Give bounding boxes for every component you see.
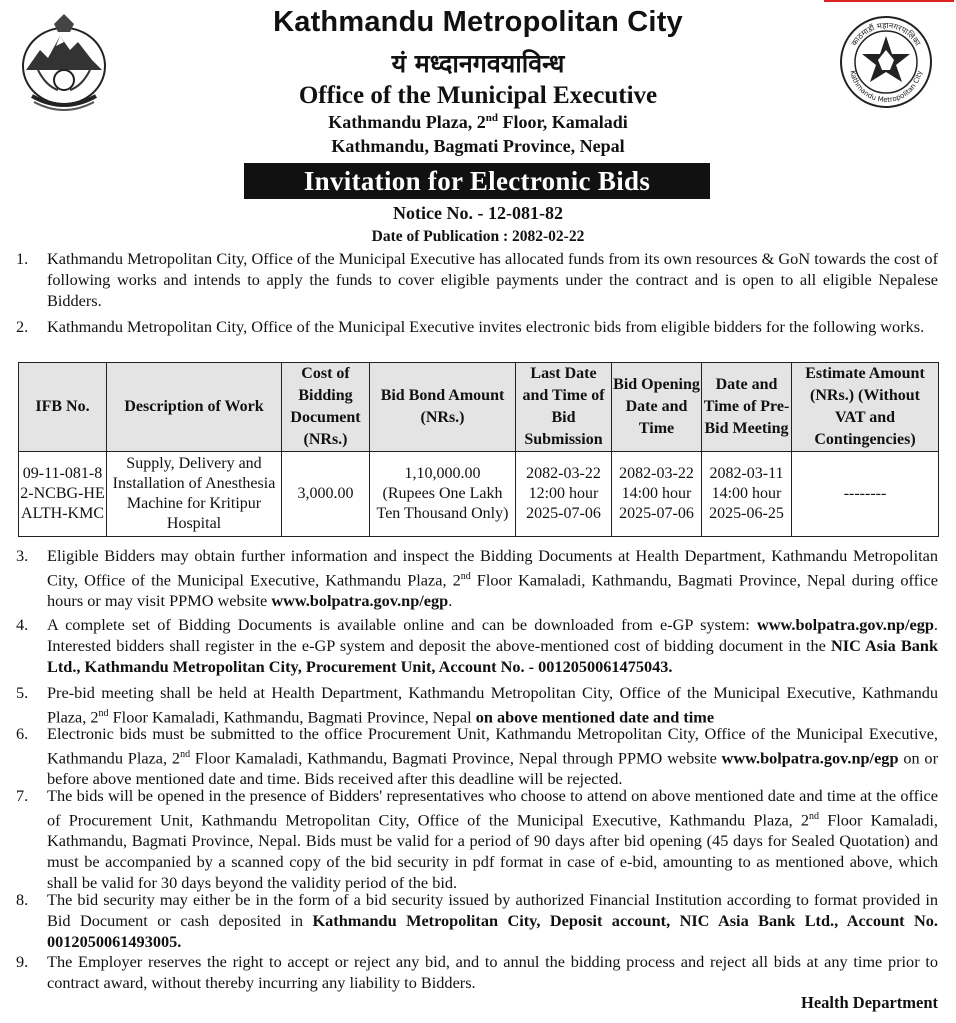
text-run: on or before above mentioned date and time. Bids received after this deadline will be rejected. [47, 748, 938, 789]
paragraph-text [47, 545, 938, 611]
office-title: Office of the Municipal Executive [298, 82, 658, 109]
paragraph-text: The Employer reserves the right to accept or reject any bid, and to annul the bidding process and reject all bids at any time prior to contract award, without thereby incurring any liability to Bidders. [47, 952, 938, 992]
paragraph-number: 7. [16, 786, 29, 805]
city-title-nepali: यं मध्दानगवयाविन्ध [391, 49, 565, 78]
paragraph-text: Kathmandu Metropolitan City, Office of the Municipal Executive invites electronic bids from eligible bidders for the following works. [47, 317, 925, 336]
seal-text-bottom: Kathmandu Metropolitan City [848, 69, 924, 105]
prebid-date-bs: 2082-03-11 [709, 465, 784, 482]
paragraph-3 [16, 545, 938, 611]
bids-table [18, 362, 939, 537]
seal-text-top: काठमाडौं महानगरपालिका [849, 20, 923, 48]
address-line-1 [0, 112, 956, 133]
superscript: nd [809, 811, 820, 822]
text-run: Floor Kamaladi, Kathmandu, Bagmati Province, Nepal through PPMO website [190, 748, 722, 768]
bold-text: on above mentioned date and time [475, 707, 715, 727]
paragraph-7 [16, 785, 938, 893]
header-pre-bid: Date and Time of Pre-Bid Meeting [702, 363, 792, 452]
paragraph-text [47, 682, 938, 727]
address-line-2: Kathmandu, Bagmati Province, Nepal [331, 136, 625, 156]
paragraph-1 [16, 248, 938, 311]
paragraph-5 [16, 682, 938, 727]
egp-website-link[interactable]: www.bolpatra.gov.np/egp [757, 615, 934, 634]
cell-estimate: -------- [792, 452, 939, 537]
superscript: nd [98, 708, 109, 719]
superscript: nd [180, 749, 191, 760]
notice-number: Notice No. - 12-081-82 [393, 203, 563, 223]
paragraph-number: 5. [16, 683, 29, 702]
paragraph-number: 1. [16, 249, 29, 268]
prebid-date-ad: 2025-06-25 [709, 505, 784, 522]
text-run: . Interested bidders shall register in the e-GP system and deposit the above-mentioned cost of bidding document in the [47, 615, 938, 655]
paragraph-text [47, 889, 938, 952]
paragraph-number: 4. [16, 615, 29, 634]
table-row [19, 452, 939, 537]
paragraph-number: 2. [16, 317, 29, 336]
address-line-1-b: Floor, Kamaladi [497, 112, 628, 132]
bank-account-text: NIC Asia Bank Ltd., Kathmandu Metropolitan City, Procurement Unit, Account No. - 0012050061475043. [47, 636, 938, 676]
bid-bond-amount: 1,10,000.00 [404, 465, 481, 482]
text-run: Floor Kamaladi, Kathmandu, Bagmati Province, Nepal. Bids must be valid for a period of 90 days after bid opening (45 days for Sealed Quotation) and must be accompanied by a scanned copy of the bid security in pdf format in case of e-bid, amounting to as mentioned above, which shall be valid for 30 days beyond the validity period of the bid. [47, 810, 938, 893]
ppmo-website-link[interactable]: www.bolpatra.gov.np/egp [721, 748, 899, 768]
text-run: Pre-bid meeting shall be held at Health Department, Kathmandu Metropolitan City, Office of the Municipal Executive, Kathmandu Plaza, 2 [47, 683, 938, 727]
header-estimate: Estimate Amount (NRs.) (Without VAT and Contingencies) [792, 363, 939, 452]
header-description: Description of Work [107, 363, 282, 452]
header-bid-bond: Bid Bond Amount (NRs.) [370, 363, 516, 452]
table-header-row [19, 363, 939, 452]
opening-time: 14:00 hour [621, 485, 692, 502]
paragraph-text [47, 614, 938, 677]
ppmo-website-link[interactable]: www.bolpatra.gov.np/egp [271, 591, 449, 611]
paragraph-number: 6. [16, 724, 29, 743]
paragraph-text: Kathmandu Metropolitan City, Office of the Municipal Executive has allocated funds from its own resources & GoN towards the cost of following works and intends to apply the funds to cover eligible payments under the contract and is open to all eligible Nepalese Bidders. [47, 249, 938, 310]
paragraph-8 [16, 889, 938, 952]
cell-bid-opening [612, 452, 702, 537]
top-red-rule [824, 0, 954, 2]
cell-ifb-no: 09-11-081-82-NCBG-HEALTH-KMC [19, 452, 107, 537]
text-run: Floor Kamaladi, Kathmandu, Bagmati Province, Nepal during office hours or may visit PPMO website [47, 570, 938, 611]
opening-date-ad: 2025-07-06 [619, 505, 694, 522]
address-line-1-a: Kathmandu Plaza, 2 [328, 112, 486, 132]
paragraph-text [47, 723, 938, 789]
submission-date-ad: 2025-07-06 [526, 505, 601, 522]
deposit-account-text: Kathmandu Metropolitan City, Deposit account, NIC Asia Bank Ltd., Account No. 0012050061493005. [47, 911, 938, 951]
paragraph-4 [16, 614, 938, 677]
paragraph-6 [16, 723, 938, 789]
header-ifb-no: IFB No. [19, 363, 107, 452]
cell-pre-bid [702, 452, 792, 537]
signature-department: Health Department [800, 993, 938, 1012]
cell-last-date [516, 452, 612, 537]
opening-date-bs: 2082-03-22 [619, 465, 694, 482]
paragraph-number: 3. [16, 546, 29, 565]
header-bid-opening: Bid Opening Date and Time [612, 363, 702, 452]
cell-description: Supply, Delivery and Installation of Anesthesia Machine for Kritipur Hospital [107, 452, 282, 537]
bid-bond-words: (Rupees One Lakh Ten Thousand Only) [376, 485, 509, 522]
header-last-date: Last Date and Time of Bid Submission [516, 363, 612, 452]
text-run: . [448, 591, 453, 611]
paragraph-text [47, 785, 938, 893]
address-line-1-sup: nd [485, 112, 498, 124]
paragraph-number: 8. [16, 890, 29, 909]
invitation-banner: Invitation for Electronic Bids [244, 163, 710, 199]
text-run: A complete set of Bidding Documents is available online and can be downloaded from e-GP system: [47, 615, 758, 634]
text-run: The bid security may either be in the form of a bid security issued by authorized Financial Institution according to format provided in Bid Document or cash deposited in [47, 890, 938, 930]
submission-time: 12:00 hour [528, 485, 599, 502]
text-run: Eligible Bidders may obtain further information and inspect the Bidding Documents at Health Department, Kathmandu Metropolitan City, Office of the Municipal Executive, Kathmandu Plaza, 2 [47, 546, 938, 590]
superscript: nd [460, 571, 471, 582]
prebid-time: 14:00 hour [711, 485, 782, 502]
paragraph-number: 9. [16, 952, 29, 971]
cell-bid-bond [370, 452, 516, 537]
submission-date-bs: 2082-03-22 [526, 465, 601, 482]
city-title: Kathmandu Metropolitan City [273, 6, 683, 38]
text-run: Electronic bids must be submitted to the office Procurement Unit, Kathmandu Metropolitan City, Office of the Municipal Executive, Kathmandu Plaza, 2 [47, 724, 938, 768]
text-run: Floor Kamaladi, Kathmandu, Bagmati Province, Nepal [108, 707, 476, 727]
paragraph-2 [16, 316, 938, 337]
text-run: The bids will be opened in the presence of Bidders' representatives who choose to attend on above mentioned date and time at the office of Procurement Unit, Kathmandu Metropolitan City, Office of the Municipal Executive, Kathmandu Plaza, 2 [47, 786, 938, 830]
paragraph-9 [16, 951, 938, 993]
header-cost: Cost of Bidding Document (NRs.) [282, 363, 370, 452]
cell-cost: 3,000.00 [282, 452, 370, 537]
publication-date: Date of Publication : 2082-02-22 [371, 228, 585, 245]
